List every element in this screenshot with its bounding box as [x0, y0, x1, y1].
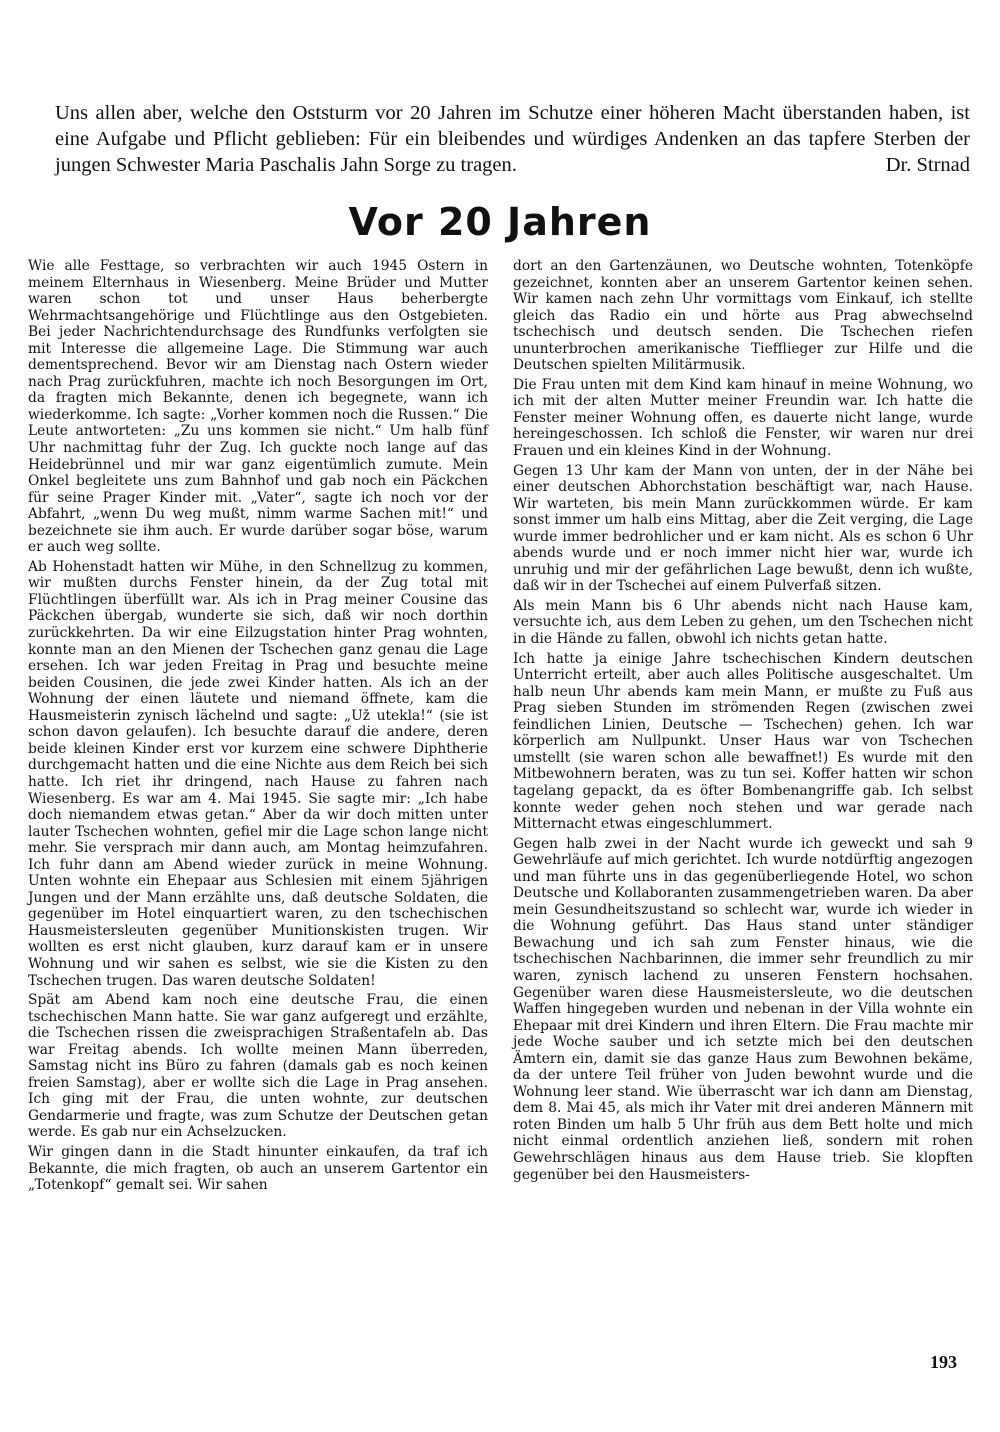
intro-text: Uns allen aber, welche den Oststurm vor 20 Jahren im Schutze einer höheren Macht überstanden haben, ist eine Aufgabe und Pflicht geblieben: Für ein bleibendes und würdiges Andenken an das tapfere Sterben der jungen Schwester Maria Paschalis Jahn Sorge zu tragen. — [55, 102, 970, 176]
intro-paragraph — [55, 100, 970, 178]
paragraph: Ab Hohenstadt hatten wir Mühe, in den Schnellzug zu kommen, wir mußten durchs Fenster hinein, da der Zug total mit Flüchtlingen überfüllt war. Als ich in Prag meiner Cousine das Päckchen übergab, wunderte sie sich, daß wir noch dorthin zurückkehrten. Da wir eine Eilzugstation hinter Prag wohnten, konnte man an den Mienen der Tschechen ganz genau die Lage ersehen. Ich war jeden Freitag in Prag und besuchte meine beiden Cousinen, die jede zwei Kinder hatten. Als ich an der Wohnung der einen läutete und niemand öffnete, kam die Hausmeisterin zynisch lächelnd und sagte: „Už utekla!“ (sie ist schon davon gelaufen). Ich besuchte darauf die andere, deren beide kleinen Kinder erst vor kurzem eine schwere Diphtherie durchgemacht hatten und die eine Nichte aus dem Reich bei sich hatte. Ich riet ihr dringend, nach Hause zu fahren nach Wiesenberg. Es war am 4. Mai 1945. Sie sagte mir: „Ich habe doch niemandem etwas getan.“ Aber da wir doch mitten unter lauter Tschechen wohnten, gefiel mir die Lage schon lange nicht mehr. Sie versprach mir dann auch, am Montag heimzufahren. Ich fuhr dann am Abend wieder zurück in meine Wohnung. Unten wohnte ein Ehepaar aus Schlesien mit einem 5jährigen Jungen und der Mann erzählte uns, daß deutsche Soldaten, die gegenüber im Hotel einquartiert waren, zu den tschechischen Hausmeistersleuten gegenüber Munitionskisten trugen. Wir wollten es erst nicht glauben, kurz darauf kam er in unsere Wohnung und wir sahen es selbst, wie sie die Kisten zu den Tschechen trugen. Das waren deutsche Soldaten! — [28, 558, 488, 989]
paragraph: Als mein Mann bis 6 Uhr abends nicht nach Hause kam, versuchte ich, aus dem Leben zu gehen, um den Tschechen nicht in die Hände zu fallen, obwohl ich nichts getan hatte. — [513, 597, 973, 648]
page-number: 193 — [930, 1352, 957, 1372]
article-headline: Vor 20 Jahren — [348, 200, 652, 244]
right-column — [513, 258, 973, 1186]
paragraph: Gegen 13 Uhr kam der Mann von unten, der in der Nähe bei einer deutschen Abhorchstation beschäftigt war, nach Hause. Wir warteten, bis mein Mann zurückkommen würde. Er kam sonst immer um halb eins Mittag, aber die Zeit verging, die Lage wurde immer bedrohlicher und er kam nicht. Als es schon 6 Uhr abends wurde und er noch immer nicht hier war, wurde ich unruhig und mir der gefährlichen Lage bewußt, denn ich wußte, daß wir in der Tschechei auf einem Pulverfaß sitzen. — [513, 462, 973, 595]
paragraph: Spät am Abend kam noch eine deutsche Frau, die einen tschechischen Mann hatte. Sie war ganz aufgeregt und erzählte, die Tschechen rissen die zweisprachigen Straßentafeln ab. Das war Freitag abends. Ich wollte meinen Mann überreden, Samstag nicht ins Büro zu fahren (damals gab es noch keinen freien Samstag), aber er wollte sich die Lage in Prag ansehen. Ich ging mit der Frau, die unten wohnte, zur deutschen Gendarmerie und fragte, was zum Schutze der Deutschen getan werde. Es gab nur ein Achselzucken. — [28, 992, 488, 1141]
paragraph: Wie alle Festtage, so verbrachten wir auch 1945 Ostern in meinem Elternhaus in Wiesenberg. Meine Brüder und Mutter waren schon tot und unser Haus beherbergte Wehrmachtsangehörige und Flüchtlinge aus den Ostgebieten. Bei jeder Nachrichtendurchsage des Rundfunks verfolgten sie mit Interesse die allgemeine Lage. Die Stimmung war auch dementsprechend. Bevor wir am Dienstag nach Ostern wieder nach Prag zurückfuhren, machte ich noch Besorgungen im Ort, da fragten mich Bekannte, denen ich begegnete, wann ich wiederkomme. Ich sagte: „Vorher kommen noch die Russen.“ Die Leute antworteten: „Zu uns kommen sie nicht.“ Um halb fünf Uhr nachmittag fuhr der Zug. Ich guckte noch lange auf das Heidebrünnel und mir war ganz eigentümlich zumute. Mein Onkel begleitete uns zum Bahnhof und gab noch ein Päckchen für seine Prager Kinder mit. „Vater“, sagte ich noch vor der Abfahrt, „wenn Du weg mußt, nimm warme Sachen mit!“ und bezeichnete sie ihm auch. Er wurde darüber sogar böse, warum er auch weg sollte. — [28, 258, 488, 556]
paragraph: Gegen halb zwei in der Nacht wurde ich geweckt und sah 9 Gewehrläufe auf mich gerichtet. Ich wurde notdürftig angezogen und man führte uns in das gegenüberliegende Hotel, wo schon Deutsche und Kollaboranten zusammengetrieben waren. Da aber mein Gesundheitszustand so schlecht war, wurde ich wieder in die Wohnung geführt. Das Haus stand unter ständiger Bewachung und ich sah zum Fenster hinaus, wie die tschechischen Nachbarinnen, die immer sehr freundlich zu mir waren, zynisch lachend zu unseren Fenstern hochsahen. Gegenüber waren diese Hausmeistersleute, wo die deutschen Waffen hingegeben wurden und nebenan in der Villa wohnte ein Ehepaar mit drei Kindern und ihren Eltern. Die Frau machte mir jede Woche sauber und ich setzte mich bei den deutschen Ämtern ein, damit sie das ganze Haus zum Bewohnen bekäme, da der untere Teil früher von Juden bewohnt wurde und die Wohnung leer stand. Wie überrascht war ich dann am Dienstag, dem 8. Mai 45, als mich ihr Vater mit drei anderen Männern mit roten Binden um halb 5 Uhr früh aus dem Bett holte und mich nicht einmal ordentlich anziehen ließ, sondern mit rohen Gewehrschlägen hinaus aus dem Hause trieb. Sie klopften gegenüber bei den Hausmeisters- — [513, 835, 973, 1183]
paragraph: Wir gingen dann in die Stadt hinunter einkaufen, da traf ich Bekannte, die mich fragten, ob auch an unserem Gartentor ein „Totenkopf“ gemalt sei. Wir sahen — [28, 1143, 488, 1194]
paragraph: Die Frau unten mit dem Kind kam hinauf in meine Wohnung, wo ich mit der alten Mutter meiner Freundin war. Ich hatte die Fenster meiner Wohnung offen, es dauerte nicht lange, wurde hereingeschossen. Ich schloß die Fenster, wir waren nur drei Frauen und ein kleines Kind in der Wohnung. — [513, 376, 973, 460]
author-signature: Dr. Strnad — [885, 154, 970, 176]
left-column — [28, 258, 488, 1197]
paragraph: Ich hatte ja einige Jahre tschechischen Kindern deutschen Unterricht erteilt, aber auch alles Politische ausgeschaltet. Um halb neun Uhr abends kam mein Mann, er mußte zu Fuß aus Prag sieben Stunden im strömenden Regen (zwischen zwei feindlichen Linien, Deutsche — Tschechen) gehen. Ich war körperlich am Nullpunkt. Unser Haus war von Tschechen umstellt (sie waren schon alle bewaffnet!) Es wurde mit den Mitbewohnern beraten, was zu tun sei. Koffer hatten wir schon tagelang gepackt, da es öfter Bombenangriffe gab. Ich selbst konnte weder gehen noch stehen und war gerade nach Mitternacht etwas eingeschlummert. — [513, 650, 973, 833]
paragraph: dort an den Gartenzäunen, wo Deutsche wohnten, Totenköpfe gezeichnet, konnten aber an unserem Gartentor keinen sehen. Wir kamen nach zehn Uhr vormittags vom Einkauf, ich stellte gleich das Radio ein und hörte aus Prag abwechselnd tschechisch und deutsch senden. Die Tschechen riefen ununterbrochen amerikanische Tiefflieger zur Hilfe und die Deutschen spielten Militärmusik. — [513, 258, 973, 374]
